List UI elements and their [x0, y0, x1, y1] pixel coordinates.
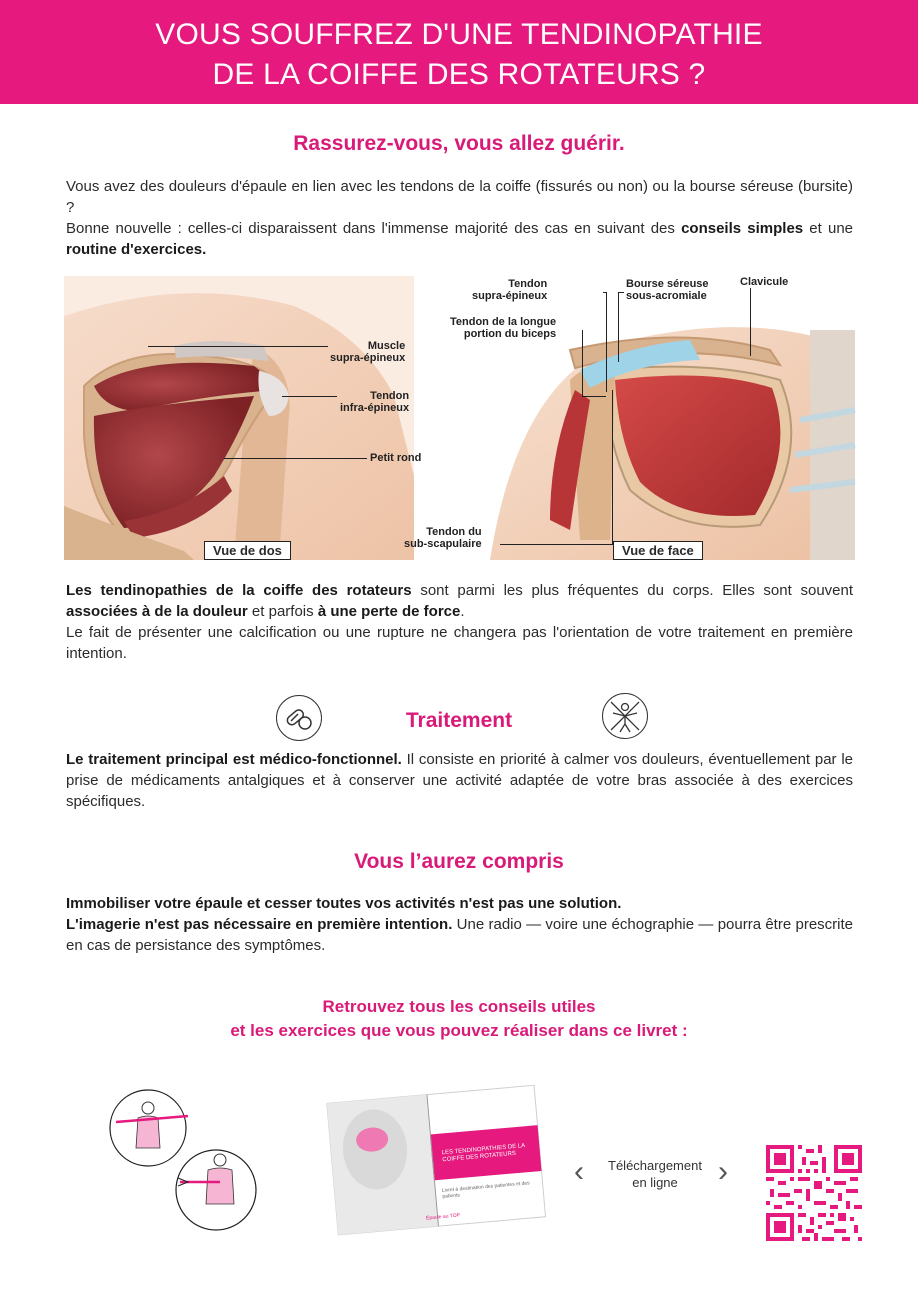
qr-code[interactable] [766, 1145, 862, 1241]
intro-question: Vous avez des douleurs d'épaule en lien avec les tendons de la coiffe (fissurés ou non) ou la bourse séreuse (bursite) ? [66, 178, 853, 216]
text-period: . [460, 603, 465, 620]
header-title-line1: VOUS SOUFFREZ D'UNE TENDINOPATHIE [155, 18, 763, 51]
booklet-brand: Épaule au TOP [425, 1212, 461, 1222]
leader-line [603, 292, 607, 293]
tendinopathy-paragraph [66, 580, 853, 664]
booklet-cover[interactable] [326, 1074, 548, 1242]
label-tendon-infra-epineux: Tendon infra-épineux [340, 390, 410, 414]
leader-line [618, 292, 624, 293]
label-clavicule: Clavicule [740, 276, 789, 288]
header-banner [0, 0, 918, 104]
intro-news-mid: et une [803, 220, 854, 237]
bold-immobiliser: Immobiliser votre épaule et cesser toutes vos activités n'est pas une solution. [66, 895, 622, 912]
view-tag-back: Vue de dos [204, 541, 291, 560]
leader-line [500, 544, 612, 545]
label-tendon-biceps: Tendon de la longue portion du biceps [450, 316, 557, 340]
header-title-line2: DE LA COIFFE DES ROTATEURS ? [212, 58, 706, 91]
label-muscle-supra-epineux: Muscle supra-épineux [330, 340, 406, 364]
label-petit-rond: Petit rond [370, 452, 422, 464]
cta-line2: et les exercices que vous pouvez réaliser dans ce livret : [230, 1021, 688, 1040]
leader-line [618, 292, 619, 362]
download-text: Téléchargement en ligne [608, 1158, 702, 1190]
leader-line [606, 292, 607, 392]
bold-imagerie: L'imagerie n'est pas nécessaire en première intention. [66, 916, 453, 933]
text-calcification: Le fait de présenter une calcification ou une rupture ne changera pas l'orientation de votre traitement en première intention. [66, 624, 853, 662]
shoulder-back-illustration [64, 276, 422, 560]
intro-news-text: Bonne nouvelle : celles-ci disparaissent dans l'immense majorité des cas en suivant des [66, 220, 682, 237]
label-bourse-sereuse: Bourse séreuse sous-acromiale [626, 278, 709, 302]
text-frequent: sont parmi les plus fréquentes du corps. Elles sont souvent [411, 582, 854, 599]
leader-line [224, 458, 367, 459]
no-immobilization-icon [602, 693, 648, 739]
reassurance-title: Rassurez-vous, vous allez guérir. [293, 132, 625, 155]
intro-paragraph [66, 176, 853, 260]
leader-line [582, 330, 583, 396]
booklet-subtitle: Livret à destination des patientes et des patients [441, 1180, 530, 1200]
cta-line1: Retrouvez tous les conseils utiles [322, 997, 596, 1016]
leader-line [612, 390, 613, 545]
bold-perte-force: à une perte de force [317, 603, 461, 620]
compris-paragraph [66, 893, 853, 956]
chevron-right-icon: › [718, 1155, 728, 1188]
text-traitement: Il consiste en priorité à calmer vos douleurs, éventuellement par le prise de médicaments antalgiques et à conserver une activité adaptée de votre bras associée à des exercices spécifiques. [66, 751, 853, 810]
shoulder-front-illustration [404, 270, 855, 560]
traitement-title: Traitement [405, 709, 513, 732]
intro-bold-conseils: conseils simples [681, 220, 804, 237]
bold-douleur: associées à de la douleur [66, 603, 248, 620]
leader-line [282, 396, 337, 397]
text-parfois: et parfois [247, 603, 318, 620]
exercise-illustration [108, 1086, 258, 1234]
leader-line [750, 288, 751, 356]
view-tag-front: Vue de face [613, 541, 703, 560]
booklet-title: LES TENDINOPATHIES DE LA COIFFE DES ROTATEURS [441, 1143, 526, 1164]
bold-traitement-principal: Le traitement principal est médico-fonctionnel. [66, 751, 402, 768]
bold-tendinopathies: Les tendinopathies de la coiffe des rotateurs [66, 582, 412, 599]
text-radio: Une radio — voire une échographie — pourra être prescrite en cas de persistance des symptômes. [66, 916, 853, 954]
compris-title: Vous l’aurez compris [354, 850, 564, 873]
leader-line [582, 396, 606, 397]
traitement-paragraph [66, 749, 853, 812]
leader-line [148, 346, 328, 347]
intro-bold-routine: routine d'exercices. [66, 241, 207, 258]
chevron-left-icon: ‹ [574, 1155, 584, 1188]
label-tendon-subscapulaire: Tendon du sub-scapulaire [404, 526, 482, 550]
label-tendon-supra-epineux: Tendon supra-épineux [472, 278, 548, 302]
